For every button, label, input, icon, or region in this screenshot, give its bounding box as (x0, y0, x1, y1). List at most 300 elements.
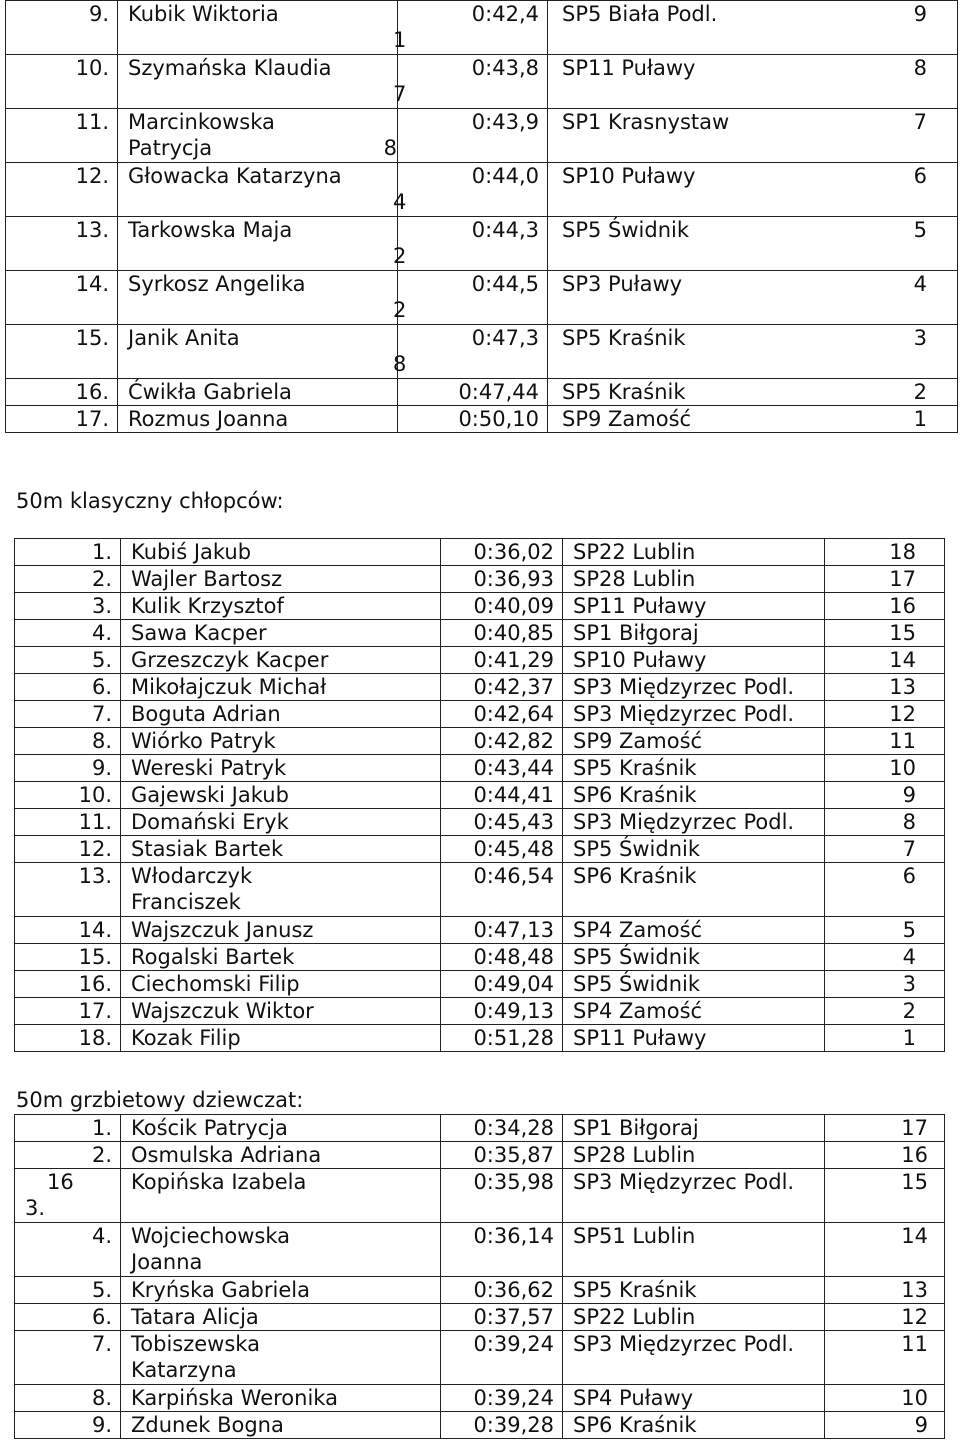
table-row (6, 271, 958, 325)
swimmer-name-line2: Patrycja (128, 136, 213, 160)
place-number: 14. (78, 918, 112, 942)
place-number: 12. (6, 163, 118, 217)
school: SP5 Świdnik (562, 218, 690, 242)
points: 6 (913, 164, 927, 188)
swim-time: 0:36,62 (441, 1277, 563, 1304)
place-number: 3. (25, 1196, 46, 1220)
place-number: 13. (6, 217, 118, 271)
swim-time: 0:47,3 (398, 325, 548, 379)
school: SP5 Świdnik (563, 971, 825, 998)
school-points-cell (548, 109, 958, 163)
points: 9 (825, 1412, 945, 1439)
school-points-cell (548, 163, 958, 217)
swimmer-name: Ciechomski Filip (131, 972, 300, 996)
place-number-cell (15, 917, 121, 944)
points: 2 (825, 998, 945, 1025)
school: SP3 Międzyrzec Podl. (563, 674, 825, 701)
stray-digit: 8 (383, 136, 397, 160)
school: SP28 Lublin (563, 566, 825, 593)
table-row (6, 325, 958, 379)
swimmer-name-cell (121, 944, 441, 971)
swimmer-name: Syrkosz Angelika (128, 272, 306, 296)
school: SP3 Puławy (562, 272, 683, 296)
swimmer-name: Wiórko Patryk (131, 729, 276, 753)
table-row (15, 674, 945, 701)
place-number-cell (15, 647, 121, 674)
swim-time: 0:35,98 (441, 1169, 563, 1223)
swim-time: 0:37,57 (441, 1304, 563, 1331)
school: SP3 Międzyrzec Podl. (563, 701, 825, 728)
table-row (15, 701, 945, 728)
points: 17 (825, 566, 945, 593)
swimmer-name-cell (118, 55, 407, 109)
place-prefix: 16 (47, 1170, 74, 1194)
swim-time: 0:48,48 (441, 944, 563, 971)
points: 9 (825, 782, 945, 809)
table-row (6, 109, 958, 163)
school: SP4 Zamość (563, 998, 825, 1025)
section-heading-backstroke-girls: 50m grzbietowy dziewczat: (16, 1088, 304, 1112)
points: 7 (913, 110, 927, 134)
place-number: 15. (78, 945, 112, 969)
school-points-cell (548, 1, 958, 55)
place-number-cell (15, 782, 121, 809)
swimmer-name-cell (118, 217, 407, 271)
swimmer-name-cell (118, 325, 407, 379)
school-points-cell (548, 271, 958, 325)
table-row (15, 863, 945, 917)
swimmer-name: Tatara Alicja (131, 1305, 259, 1329)
place-number: 5. (91, 648, 112, 672)
stray-digit: 8 (393, 352, 407, 376)
table-row (15, 1025, 945, 1052)
table-row (15, 1115, 945, 1142)
swimmer-name-cell (121, 1025, 441, 1052)
school-points-cell (548, 406, 958, 433)
school-points-cell (548, 379, 958, 406)
place-number: 17. (78, 999, 112, 1023)
place-number-cell (15, 755, 121, 782)
table-row (15, 728, 945, 755)
swim-time: 0:47,13 (441, 917, 563, 944)
swimmer-name: Wereski Patryk (131, 756, 287, 780)
place-number-cell (15, 620, 121, 647)
school-points-cell (548, 55, 958, 109)
points: 10 (825, 755, 945, 782)
table-row (15, 1331, 945, 1385)
points: 12 (825, 1304, 945, 1331)
table-row (6, 163, 958, 217)
swimmer-name-cell (118, 109, 398, 163)
swimmer-name: Kopińska Izabela (131, 1170, 307, 1194)
table-row (6, 406, 958, 433)
points: 8 (913, 56, 927, 80)
swimmer-name-cell (121, 674, 441, 701)
results-table-backstroke-girls (14, 1114, 945, 1439)
points: 7 (825, 836, 945, 863)
swimmer-name: Kryńska Gabriela (131, 1278, 310, 1302)
swim-time: 0:43,9 (398, 109, 548, 163)
swimmer-name: Wajszczuk Janusz (131, 918, 314, 942)
table-row (15, 998, 945, 1025)
swim-time: 0:51,28 (441, 1025, 563, 1052)
swimmer-name: Włodarczyk (131, 864, 253, 888)
place-number-cell (15, 1277, 121, 1304)
school: SP4 Puławy (563, 1385, 825, 1412)
swim-time: 0:44,0 (398, 163, 548, 217)
swim-time: 0:35,87 (441, 1142, 563, 1169)
place-number: 8. (91, 1386, 112, 1410)
swimmer-name-cell (121, 998, 441, 1025)
school: SP1 Krasnystaw (562, 110, 730, 134)
swimmer-name: Rozmus Joanna (118, 406, 398, 433)
place-number: 10. (78, 783, 112, 807)
table-row (15, 1304, 945, 1331)
stray-digit: 2 (393, 244, 407, 268)
place-number: 1. (91, 540, 112, 564)
school: SP5 Kraśnik (562, 380, 686, 404)
points: 14 (825, 1223, 945, 1277)
swimmer-name-cell (121, 755, 441, 782)
swimmer-name-cell (121, 620, 441, 647)
swimmer-name-cell (121, 971, 441, 998)
swimmer-name: Kubik Wiktoria (128, 2, 279, 26)
swim-time: 0:42,64 (441, 701, 563, 728)
swim-time: 0:42,82 (441, 728, 563, 755)
table-row (15, 971, 945, 998)
place-number-cell (15, 1304, 121, 1331)
school: SP3 Międzyrzec Podl. (563, 1331, 825, 1385)
place-number-cell (15, 728, 121, 755)
points: 10 (825, 1385, 945, 1412)
swimmer-name: Wajler Bartosz (131, 567, 283, 591)
place-number-cell (15, 1142, 121, 1169)
table-row (6, 1, 958, 55)
swimmer-name: Gajewski Jakub (131, 783, 289, 807)
table-row (15, 566, 945, 593)
points: 2 (913, 380, 927, 404)
table-row (15, 647, 945, 674)
swim-time: 0:42,4 (398, 1, 548, 55)
table-row (15, 539, 945, 566)
swim-time: 0:40,85 (441, 620, 563, 647)
school: SP5 Kraśnik (563, 755, 825, 782)
table-row (15, 782, 945, 809)
points: 18 (825, 539, 945, 566)
place-number: 8. (91, 729, 112, 753)
swimmer-name: Kubiś Jakub (131, 540, 252, 564)
swimmer-name-cell (121, 1169, 441, 1223)
place-number: 5. (91, 1278, 112, 1302)
school: SP6 Kraśnik (563, 863, 825, 917)
swim-time: 0:36,02 (441, 539, 563, 566)
points: 5 (913, 218, 927, 242)
table-row (15, 755, 945, 782)
place-number-cell (15, 593, 121, 620)
place-number: 16. (6, 379, 118, 406)
swimmer-name-cell (121, 917, 441, 944)
place-number: 13. (78, 864, 112, 888)
swimmer-name-cell (121, 1115, 441, 1142)
swimmer-name: Karpińska Weronika (131, 1386, 338, 1410)
school: SP22 Lublin (563, 539, 825, 566)
swimmer-name: Marcinkowska (128, 110, 275, 134)
points: 15 (825, 1169, 945, 1223)
place-number: 14. (6, 271, 118, 325)
swimmer-name: Szymańska Klaudia (128, 56, 332, 80)
points: 5 (825, 917, 945, 944)
school: SP11 Puławy (563, 593, 825, 620)
place-number: 7. (91, 1332, 112, 1356)
swimmer-name-cell (118, 271, 407, 325)
place-number: 7. (91, 702, 112, 726)
swimmer-name: Mikołajczuk Michał (131, 675, 327, 699)
table-row (15, 836, 945, 863)
school: SP9 Zamość (562, 407, 692, 431)
results-table-breaststroke-boys (14, 538, 945, 1052)
school: SP11 Puławy (563, 1025, 825, 1052)
points: 3 (825, 971, 945, 998)
place-number: 6. (91, 675, 112, 699)
swimmer-name-cell (121, 1277, 441, 1304)
swimmer-name-line2: Franciszek (131, 890, 241, 914)
place-number-cell (15, 566, 121, 593)
place-number-cell (15, 1385, 121, 1412)
school: SP9 Zamość (563, 728, 825, 755)
stray-digit: 7 (393, 82, 407, 106)
swimmer-name: Domański Eryk (131, 810, 289, 834)
place-number: 10. (6, 55, 118, 109)
place-number: 11. (6, 109, 118, 163)
school: SP22 Lublin (563, 1304, 825, 1331)
points: 4 (825, 944, 945, 971)
table-row (15, 1169, 945, 1223)
points: 13 (825, 1277, 945, 1304)
points: 14 (825, 647, 945, 674)
school: SP3 Międzyrzec Podl. (563, 1169, 825, 1223)
swim-time: 0:39,28 (441, 1412, 563, 1439)
school: SP4 Zamość (563, 917, 825, 944)
place-number-cell (15, 1223, 121, 1277)
school: SP1 Biłgoraj (563, 620, 825, 647)
place-number-cell (15, 998, 121, 1025)
swim-time: 0:46,54 (441, 863, 563, 917)
swimmer-name: Sawa Kacper (131, 621, 267, 645)
points: 11 (825, 728, 945, 755)
swim-time: 0:45,43 (441, 809, 563, 836)
swimmer-name: Stasiak Bartek (131, 837, 284, 861)
points: 3 (913, 326, 927, 350)
points: 13 (825, 674, 945, 701)
table-row (15, 1385, 945, 1412)
place-number: 2. (91, 567, 112, 591)
school: SP5 Kraśnik (563, 1277, 825, 1304)
swimmer-name: Wajszczuk Wiktor (131, 999, 314, 1023)
swimmer-name-cell (121, 566, 441, 593)
swim-time: 0:41,29 (441, 647, 563, 674)
swimmer-name: Ćwikła Gabriela (118, 379, 398, 406)
table-row (15, 809, 945, 836)
points: 15 (825, 620, 945, 647)
place-number-cell (15, 809, 121, 836)
swimmer-name-cell (121, 539, 441, 566)
place-number: 11. (78, 810, 112, 834)
swim-time: 0:47,44 (398, 379, 548, 406)
place-number-cell (15, 971, 121, 998)
swimmer-name-cell (121, 1142, 441, 1169)
table-row (15, 1277, 945, 1304)
place-number: 15. (6, 325, 118, 379)
swimmer-name: Osmulska Adriana (131, 1143, 322, 1167)
place-number-cell (15, 674, 121, 701)
place-number: 1. (91, 1116, 112, 1140)
section-heading-breaststroke-boys: 50m klasyczny chłopców: (16, 489, 284, 513)
swimmer-name: Tobiszewska (131, 1332, 260, 1356)
school: SP51 Lublin (563, 1223, 825, 1277)
swim-time: 0:45,48 (441, 836, 563, 863)
swim-time: 0:36,14 (441, 1223, 563, 1277)
swimmer-name: Janik Anita (128, 326, 240, 350)
swim-time: 0:36,93 (441, 566, 563, 593)
swimmer-name: Zdunek Bogna (131, 1413, 284, 1437)
swimmer-name-cell (121, 1223, 441, 1277)
school-points-cell (548, 325, 958, 379)
school: SP5 Biała Podl. (562, 2, 718, 26)
school: SP1 Biłgoraj (563, 1115, 825, 1142)
swim-time: 0:49,13 (441, 998, 563, 1025)
swim-time: 0:40,09 (441, 593, 563, 620)
table-row (15, 1142, 945, 1169)
place-number: 4. (91, 621, 112, 645)
swimmer-name: Kozak Filip (131, 1026, 241, 1050)
table-row (15, 593, 945, 620)
place-number-cell (15, 1331, 121, 1385)
points: 1 (913, 407, 927, 431)
swim-time: 0:44,5 (398, 271, 548, 325)
stray-digit: 4 (393, 190, 407, 214)
place-number-cell (15, 1412, 121, 1439)
school: SP5 Świdnik (563, 836, 825, 863)
place-number: 9. (91, 1413, 112, 1437)
table-row (15, 1223, 945, 1277)
school: SP10 Puławy (562, 164, 696, 188)
place-number: 3. (91, 594, 112, 618)
swimmer-name: Rogalski Bartek (131, 945, 295, 969)
swim-time: 0:43,8 (398, 55, 548, 109)
points: 4 (913, 272, 927, 296)
swim-time: 0:39,24 (441, 1331, 563, 1385)
swimmer-name-cell (121, 863, 441, 917)
swimmer-name-cell (121, 647, 441, 674)
swimmer-name-cell (121, 836, 441, 863)
place-number-cell (15, 1169, 121, 1223)
swimmer-name-line2: Katarzyna (131, 1358, 237, 1382)
place-number-cell (15, 539, 121, 566)
place-number: 2. (91, 1143, 112, 1167)
points: 12 (825, 701, 945, 728)
place-number: 12. (78, 837, 112, 861)
swim-time: 0:50,10 (398, 406, 548, 433)
place-number: 9. (91, 756, 112, 780)
swimmer-name: Głowacka Katarzyna (128, 164, 342, 188)
table-row (6, 379, 958, 406)
swim-time: 0:42,37 (441, 674, 563, 701)
place-number-cell (15, 863, 121, 917)
table-row (15, 944, 945, 971)
school: SP3 Międzyrzec Podl. (563, 809, 825, 836)
swimmer-name: Wojciechowska (131, 1224, 290, 1248)
school: SP6 Kraśnik (563, 1412, 825, 1439)
points: 6 (825, 863, 945, 917)
points: 16 (825, 593, 945, 620)
results-table-continued (5, 0, 958, 433)
place-number: 16. (78, 972, 112, 996)
table-row (6, 217, 958, 271)
school: SP5 Świdnik (563, 944, 825, 971)
table-row (15, 917, 945, 944)
swim-time: 0:43,44 (441, 755, 563, 782)
school: SP28 Lublin (563, 1142, 825, 1169)
place-number-cell (15, 836, 121, 863)
school: SP6 Kraśnik (563, 782, 825, 809)
school: SP10 Puławy (563, 647, 825, 674)
school: SP11 Puławy (562, 56, 696, 80)
swim-time: 0:49,04 (441, 971, 563, 998)
place-number-cell (15, 701, 121, 728)
stray-digit: 1 (393, 28, 407, 52)
swimmer-name-cell (118, 163, 407, 217)
place-number: 9. (6, 1, 118, 55)
swimmer-name-cell (121, 1385, 441, 1412)
swimmer-name: Tarkowska Maja (128, 218, 293, 242)
place-number: 17. (6, 406, 118, 433)
swimmer-name-cell (121, 1412, 441, 1439)
points: 9 (913, 2, 927, 26)
table-row (6, 55, 958, 109)
school-points-cell (548, 217, 958, 271)
swimmer-name: Boguta Adrian (131, 702, 281, 726)
swim-time: 0:34,28 (441, 1115, 563, 1142)
points: 17 (825, 1115, 945, 1142)
table-row (15, 1412, 945, 1439)
school: SP5 Kraśnik (562, 326, 686, 350)
swimmer-name: Kościk Patrycja (131, 1116, 288, 1140)
swimmer-name: Kulik Krzysztof (131, 594, 284, 618)
place-number: 6. (91, 1305, 112, 1329)
table-row (15, 620, 945, 647)
swim-time: 0:39,24 (441, 1385, 563, 1412)
swimmer-name-cell (121, 728, 441, 755)
place-number: 18. (78, 1026, 112, 1050)
swimmer-name-cell (121, 809, 441, 836)
swimmer-name: Grzeszczyk Kacper (131, 648, 329, 672)
swimmer-name-cell (121, 593, 441, 620)
swimmer-name-line2: Joanna (131, 1250, 203, 1274)
points: 16 (825, 1142, 945, 1169)
swimmer-name-cell (118, 1, 407, 55)
stray-digit: 2 (393, 298, 407, 322)
place-number: 4. (91, 1224, 112, 1248)
swim-time: 0:44,41 (441, 782, 563, 809)
points: 11 (825, 1331, 945, 1385)
points: 1 (825, 1025, 945, 1052)
place-number-cell (15, 1025, 121, 1052)
swimmer-name-cell (121, 1331, 441, 1385)
swimmer-name-cell (121, 782, 441, 809)
place-number-cell (15, 1115, 121, 1142)
swimmer-name-cell (121, 701, 441, 728)
swimmer-name-cell (121, 1304, 441, 1331)
